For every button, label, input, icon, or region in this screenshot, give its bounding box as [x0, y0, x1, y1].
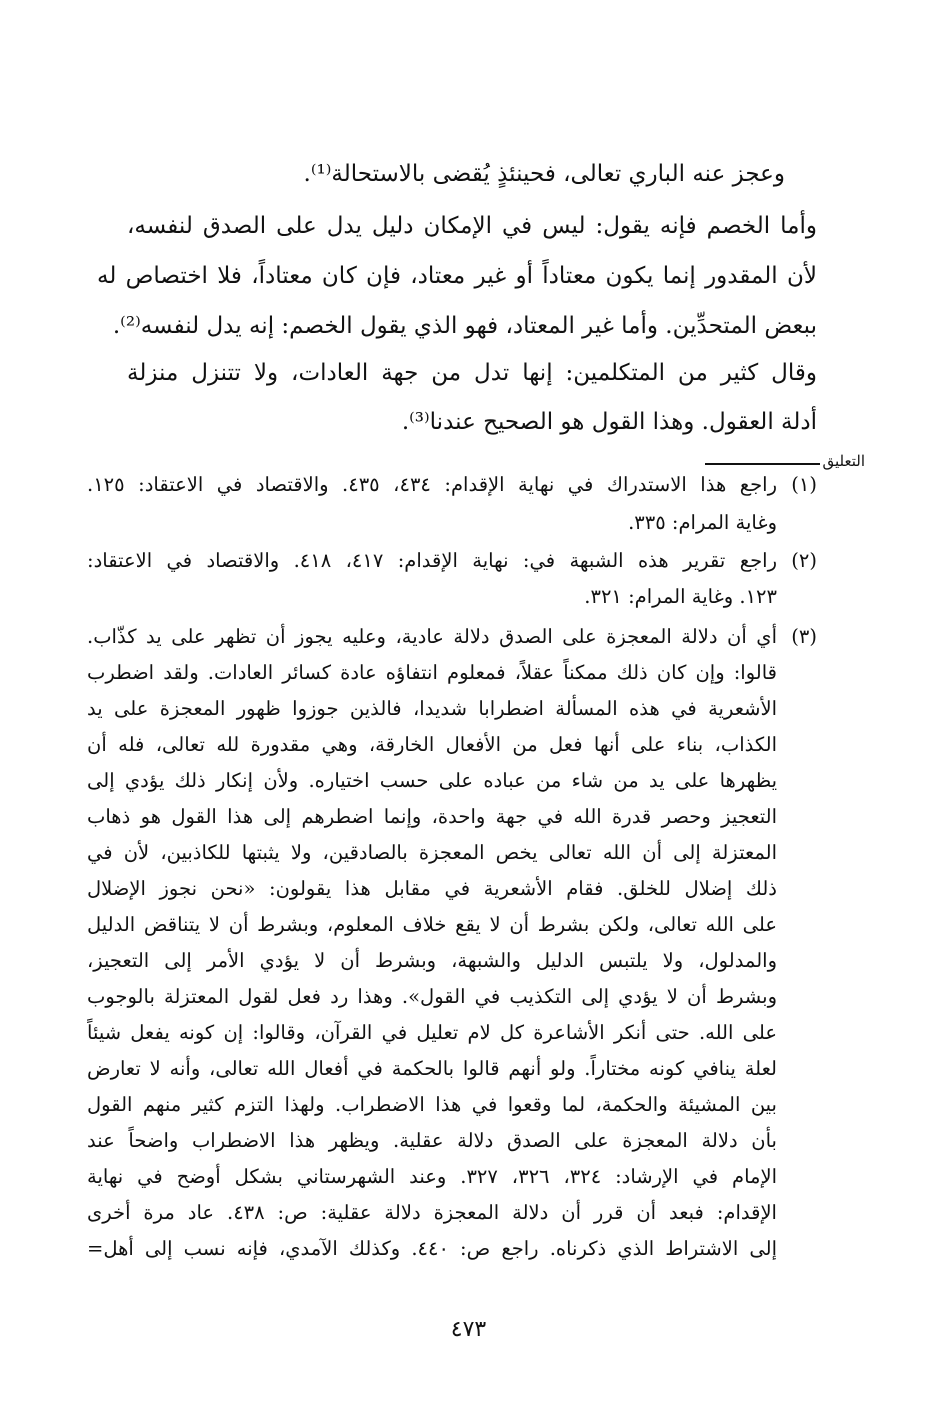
footnote-separator-label: التعليق [822, 452, 865, 470]
footnote-line: الإمام في الإرشاد: ٣٢٤، ٣٢٦، ٣٢٧. وعند الشهرستاني بشكل أوضح في نهاية [87, 1165, 777, 1188]
main-text-line: وقال كثير من المتكلمين: إنها تدل من جهة العادات، ولا تتنزل منزلة [127, 360, 817, 386]
footnote-line: ذلك إضلال للخلق. فقام الأشعرية في مقابل هذا يقولون: «نحن نجوز الإضلال [87, 877, 777, 900]
main-text-line: ببعض المتحدِّين. وأما غير المعتاد، فهو الذي يقول الخصم: إنه يدل لنفسه⁽²⁾. [112, 313, 817, 339]
footnote-line: الأشعرية في هذه المسألة اضطرابا شديدا، فالذين جوزوا ظهور المعجزة على يد [87, 697, 777, 720]
footnote-line: ١٢٣. وغاية المرام: ٣٢١. [584, 585, 777, 608]
footnote-line: الإقدام: فبعد أن قرر أن دلالة المعجزة دلالة عقلية: ص: ٤٣٨. عاد مرة أخرى [87, 1201, 777, 1224]
footnote-line: على الله. حتى أنكر الأشاعرة كل لام تعليل في القرآن، وقالوا: إن كونه يفعل شيئاً [87, 1021, 777, 1044]
footnote-line: لعلة ينافي كونه مختاراً. ولو أنهم قالوا بالحكمة في أفعال الله تعالى، وأنه لا تعارض [87, 1057, 777, 1080]
footnote-separator-rule [705, 463, 820, 465]
footnote-number: (٣) [791, 625, 817, 648]
footnote-line: وغاية المرام: ٣٣٥. [628, 511, 777, 534]
footnote-line: وبشرط أن لا يؤدي إلى التكذيب في القول». وهذا رد فعل لقول المعتزلة بالوجوب [87, 985, 777, 1008]
footnote-line: بين المشيئة والحكمة، لما وقعوا في هذا الاضطراب. ولهذا التزم كثير منهم القول [87, 1093, 777, 1116]
footnote-line: المعتزلة إلى أن الله تعالى يخص المعجزة بالصادقين، ولا يثبتها للكاذبين، لأن في [87, 841, 777, 864]
page-number: ٤٧٣ [450, 1317, 487, 1342]
footnote-line: على الله تعالى، ولكن بشرط أن لا يقع خلاف المعلوم، وبشرط أن لا يتناقض الدليل [87, 913, 777, 936]
footnote-line: بأن دلالة المعجزة على الصدق دلالة عقلية. ويظهر هذا الاضطراب واضحاً عند [87, 1129, 777, 1152]
footnote-line: التعجيز وحصر قدرة الله في جهة واحدة، وإنما اضطرهم إلى هذا القول هو ذهاب [87, 805, 777, 828]
footnote-line: راجع هذا الاستدراك في نهاية الإقدام: ٤٣٤، ٤٣٥. والاقتصاد في الاعتقاد: ١٢٥. [87, 473, 777, 496]
footnote-number: (١) [791, 473, 817, 496]
footnote-line: راجع تقرير هذه الشبهة في: نهاية الإقدام: ٤١٧، ٤١٨. والاقتصاد في الاعتقاد: [87, 549, 777, 572]
footnote-line: قالوا: وإن كان ذلك ممكناً عقلاً، فمعلوم انتفاؤه عادة كسائر العادات. ولقد اضطرب [87, 661, 777, 684]
footnote-line: والمدلول، ولا يلتبس الدليل والشبهة، وبشرط أن لا يؤدي الأمر إلى التعجيز، [87, 949, 777, 972]
main-text-line: وأما الخصم فإنه يقول: ليس في الإمكان دليل يدل على الصدق لنفسه، [127, 213, 817, 239]
footnote-line: إلى الاشتراط الذي ذكرناه. راجع ص: ٤٤٠. وكذلك الآمدي، فإنه نسب إلى أهل= [87, 1237, 777, 1260]
main-text-line: وعجز عنه الباري تعالى، فحينئذٍ يُقضى بالاستحالة⁽¹⁾. [303, 161, 785, 187]
footnote-number: (٢) [791, 549, 817, 572]
footnote-line: أي أن دلالة المعجزة على الصدق دلالة عادية، وعليه يجوز أن تظهر على يد كذّاب. [87, 625, 777, 648]
main-text-line: لأن المقدور إنما يكون معتاداً أو غير معتاد، فإن كان معتاداً، فلا اختصاص له [97, 263, 817, 289]
footnote-line: يظهرها على يد من شاء من عباده على حسب اختياره. ولأن إنكار ذلك يؤدي إلى [87, 769, 777, 792]
footnote-line: الكذاب، بناء على أنها فعل من الأفعال الخارقة، وهي مقدورة لله تعالى، فله أن [87, 733, 777, 756]
main-text-line: أدلة العقول. وهذا القول هو الصحيح عندنا⁽³⁾. [401, 409, 817, 435]
